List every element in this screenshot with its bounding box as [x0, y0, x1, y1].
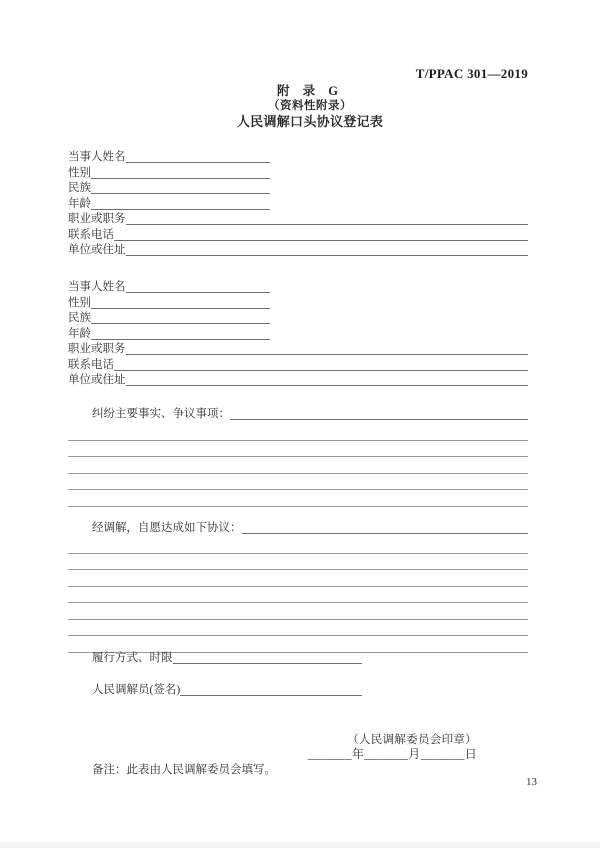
field-underline	[126, 354, 529, 355]
field-underline	[91, 339, 270, 340]
field-label: 当事人姓名	[68, 151, 126, 163]
field-row-occupation	[68, 212, 528, 228]
field-label: 当事人姓名	[68, 281, 126, 293]
field-label: 职业或职务	[68, 343, 126, 355]
dispute-writing-lines	[68, 424, 528, 507]
agreement-section-label-row	[92, 520, 528, 536]
field-underline	[126, 385, 529, 386]
party-block-2	[68, 280, 528, 389]
writing-line	[68, 490, 528, 507]
form-title: 人民调解口头协议登记表	[236, 114, 384, 129]
writing-line	[68, 620, 528, 637]
field-underline	[114, 240, 528, 241]
field-row-gender	[68, 166, 270, 182]
agreement-section-label: 经调解，自愿达成如下协议：	[92, 522, 242, 534]
field-row-name	[68, 150, 270, 166]
writing-line	[68, 537, 528, 554]
date-fill-line: _______年_______月_______日	[307, 747, 477, 761]
field-label: 单位或住址	[68, 374, 126, 386]
writing-line	[68, 441, 528, 458]
writing-line	[68, 424, 528, 441]
standard-code: T/PPAC 301—2019	[415, 66, 528, 81]
remark-note: 备注：此表由人民调解委员会填写。	[92, 764, 276, 776]
writing-line	[68, 554, 528, 571]
field-row-address	[68, 373, 528, 389]
field-row-ethnicity	[68, 181, 270, 197]
field-row-ethnicity	[68, 311, 270, 327]
appendix-label: 附 录 G	[277, 84, 343, 98]
field-underline	[91, 178, 270, 179]
field-label: 年龄	[68, 197, 91, 210]
page-number: 13	[526, 776, 537, 788]
field-underline	[91, 323, 270, 324]
field-label: 单位或住址	[68, 244, 126, 256]
field-label: 职业或职务	[68, 213, 126, 225]
field-underline	[242, 533, 529, 534]
field-underline	[126, 224, 529, 225]
dispute-section-label-row	[92, 406, 528, 422]
field-underline	[126, 292, 271, 293]
field-row-phone	[68, 358, 528, 374]
field-row-occupation	[68, 342, 528, 358]
appendix-type-note: （资料性附录）	[268, 100, 352, 112]
writing-line	[68, 603, 528, 620]
field-underline	[91, 308, 270, 309]
field-underline	[180, 695, 362, 696]
page-bottom-edge	[0, 842, 600, 848]
committee-seal-note: （人民调解委员会印章）	[347, 734, 477, 746]
writing-line	[68, 457, 528, 474]
field-row-address	[68, 243, 528, 259]
writing-line	[68, 474, 528, 491]
field-row-age	[68, 327, 270, 343]
field-row-gender	[68, 296, 270, 312]
field-underline	[126, 255, 529, 256]
field-row-name	[68, 280, 270, 296]
field-underline	[91, 193, 270, 194]
field-row-phone	[68, 228, 528, 244]
field-label: 民族	[68, 312, 91, 324]
performance-field-row	[92, 650, 362, 666]
agreement-writing-lines	[68, 537, 528, 653]
field-label: 年龄	[68, 327, 91, 340]
performance-label: 履行方式、时限	[92, 652, 173, 664]
party-block-1	[68, 150, 528, 259]
field-underline	[91, 209, 270, 210]
mediator-signature-row	[92, 682, 362, 698]
writing-line	[68, 570, 528, 587]
mediator-signature-label: 人民调解员(签名)	[92, 684, 181, 696]
dispute-section-label: 纠纷主要事实、争议事项：	[92, 408, 230, 420]
field-underline	[173, 663, 363, 664]
title-block	[10, 84, 600, 130]
field-label: 联系电话	[68, 228, 114, 241]
field-label: 联系电话	[68, 358, 114, 371]
field-underline	[126, 162, 271, 163]
writing-line	[68, 587, 528, 604]
field-label: 民族	[68, 182, 91, 194]
field-row-age	[68, 197, 270, 213]
field-label: 性别	[68, 166, 91, 179]
field-label: 性别	[68, 296, 91, 309]
field-underline	[230, 419, 528, 420]
field-underline	[114, 370, 528, 371]
